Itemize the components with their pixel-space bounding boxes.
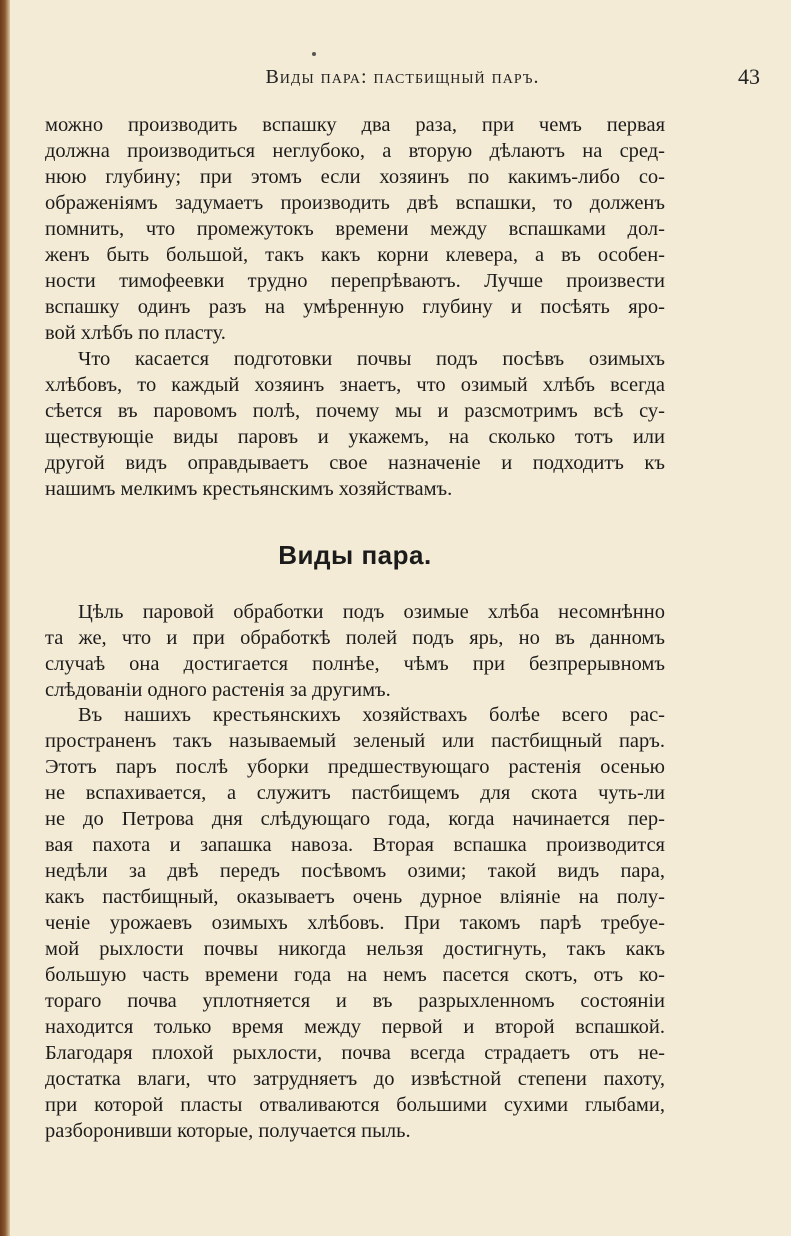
- text-line: женъ быть большой, такъ какъ корни клевера, а въ особен-: [45, 244, 665, 266]
- page-number: 43: [738, 64, 760, 89]
- text-line: Этотъ паръ послѣ уборки предшествующаго растенія осенью: [45, 756, 665, 778]
- text-line: не до Петрова дня слѣдующаго года, когда начинается пер-: [45, 808, 665, 830]
- text-line: недѣли за двѣ передъ посѣвомъ озими; такой видъ пара,: [45, 860, 665, 882]
- paragraph-3: [45, 599, 665, 703]
- text-line: тораго почва уплотняется и въ разрыхленномъ состояніи: [45, 990, 665, 1012]
- paragraph-2: [45, 346, 665, 502]
- text-line: какъ пастбищный, оказываетъ очень дурное вліяніе на полу-: [45, 886, 665, 908]
- text-line: мой рыхлости почвы никогда нельзя достигнуть, такъ какъ: [45, 938, 665, 960]
- text-line: вая пахота и запашка навоза. Вторая вспашка производится: [45, 834, 665, 856]
- text-line: ности тимофеевки трудно перепрѣваютъ. Лучше произвести: [45, 270, 665, 292]
- text-line: Что касается подготовки почвы подъ посѣвъ озимыхъ: [78, 348, 665, 370]
- section-title: Виды пара.: [278, 540, 432, 570]
- text-line: должна производиться неглубоко, а вторую дѣлаютъ на сред-: [45, 140, 665, 162]
- text-line: не вспахивается, а служитъ пастбищемъ для скота чуть-ли: [45, 782, 665, 804]
- text-line: нюю глубину; при этомъ если хозяинъ по какимъ-либо со-: [45, 166, 665, 188]
- binding-edge: [0, 0, 10, 1236]
- text-line: ображеніямъ задумаетъ производить двѣ вспашки, то долженъ: [45, 192, 665, 214]
- text-line: помнить, что промежутокъ времени между вспашками дол-: [45, 218, 665, 240]
- paragraph-1: [45, 112, 665, 346]
- text-line: нашимъ мелкимъ крестьянскимъ хозяйствамъ.: [45, 478, 453, 500]
- text-line: другой видъ оправдываетъ свое назначеніе и подходитъ къ: [45, 452, 665, 474]
- text-line: находится только время между первой и второй вспашкой.: [45, 1016, 665, 1038]
- text-line: хлѣбовъ, то каждый хозяинъ знаетъ, что озимый хлѣбъ всегда: [45, 374, 665, 396]
- text-line: пространенъ такъ называемый зеленый или пастбищный паръ.: [45, 730, 665, 752]
- text-line: случаѣ она достигается полнѣе, чѣмъ при безпрерывномъ: [45, 653, 665, 675]
- text-line: большую часть времени года на немъ пасется скотъ, отъ ко-: [45, 964, 665, 986]
- text-line: сѣется въ паровомъ полѣ, почему мы и разсмотримъ всѣ су-: [45, 400, 665, 422]
- text-line: слѣдованіи одного растенія за другимъ.: [45, 679, 391, 701]
- page-header: [45, 62, 760, 92]
- text-line: разборонивши которые, получается пыль.: [45, 1120, 411, 1142]
- text-line: вой хлѣбъ по пласту.: [45, 322, 226, 344]
- running-head: Виды пара: пастбищный паръ.: [265, 66, 540, 88]
- text-line: при которой пласты отваливаются большими сухими глыбами,: [45, 1094, 665, 1116]
- text-line: Въ нашихъ крестьянскихъ хозяйствахъ болѣе всего рас-: [78, 704, 665, 726]
- text-line: ченіе урожаевъ озимыхъ хлѣбовъ. При такомъ парѣ требуе-: [45, 912, 665, 934]
- text-line: достатка влаги, что затрудняетъ до извѣстной степени пахоту,: [45, 1068, 665, 1090]
- text-line: можно производить вспашку два раза, при чемъ первая: [45, 114, 665, 136]
- paragraph-4: [45, 702, 665, 1144]
- text-line: Благодаря плохой рыхлости, почва всегда страдаетъ отъ не-: [45, 1042, 665, 1064]
- text-line: та же, что и при обработкѣ полей подъ ярь, но въ данномъ: [45, 627, 665, 649]
- text-line: Цѣль паровой обработки подъ озимые хлѣба несомнѣнно: [78, 601, 665, 623]
- text-line: ществующіе виды паровъ и укажемъ, на сколько тотъ или: [45, 426, 665, 448]
- text-line: вспашку одинъ разъ на умѣренную глубину и посѣять яро-: [45, 296, 665, 318]
- ink-dot: [312, 52, 316, 56]
